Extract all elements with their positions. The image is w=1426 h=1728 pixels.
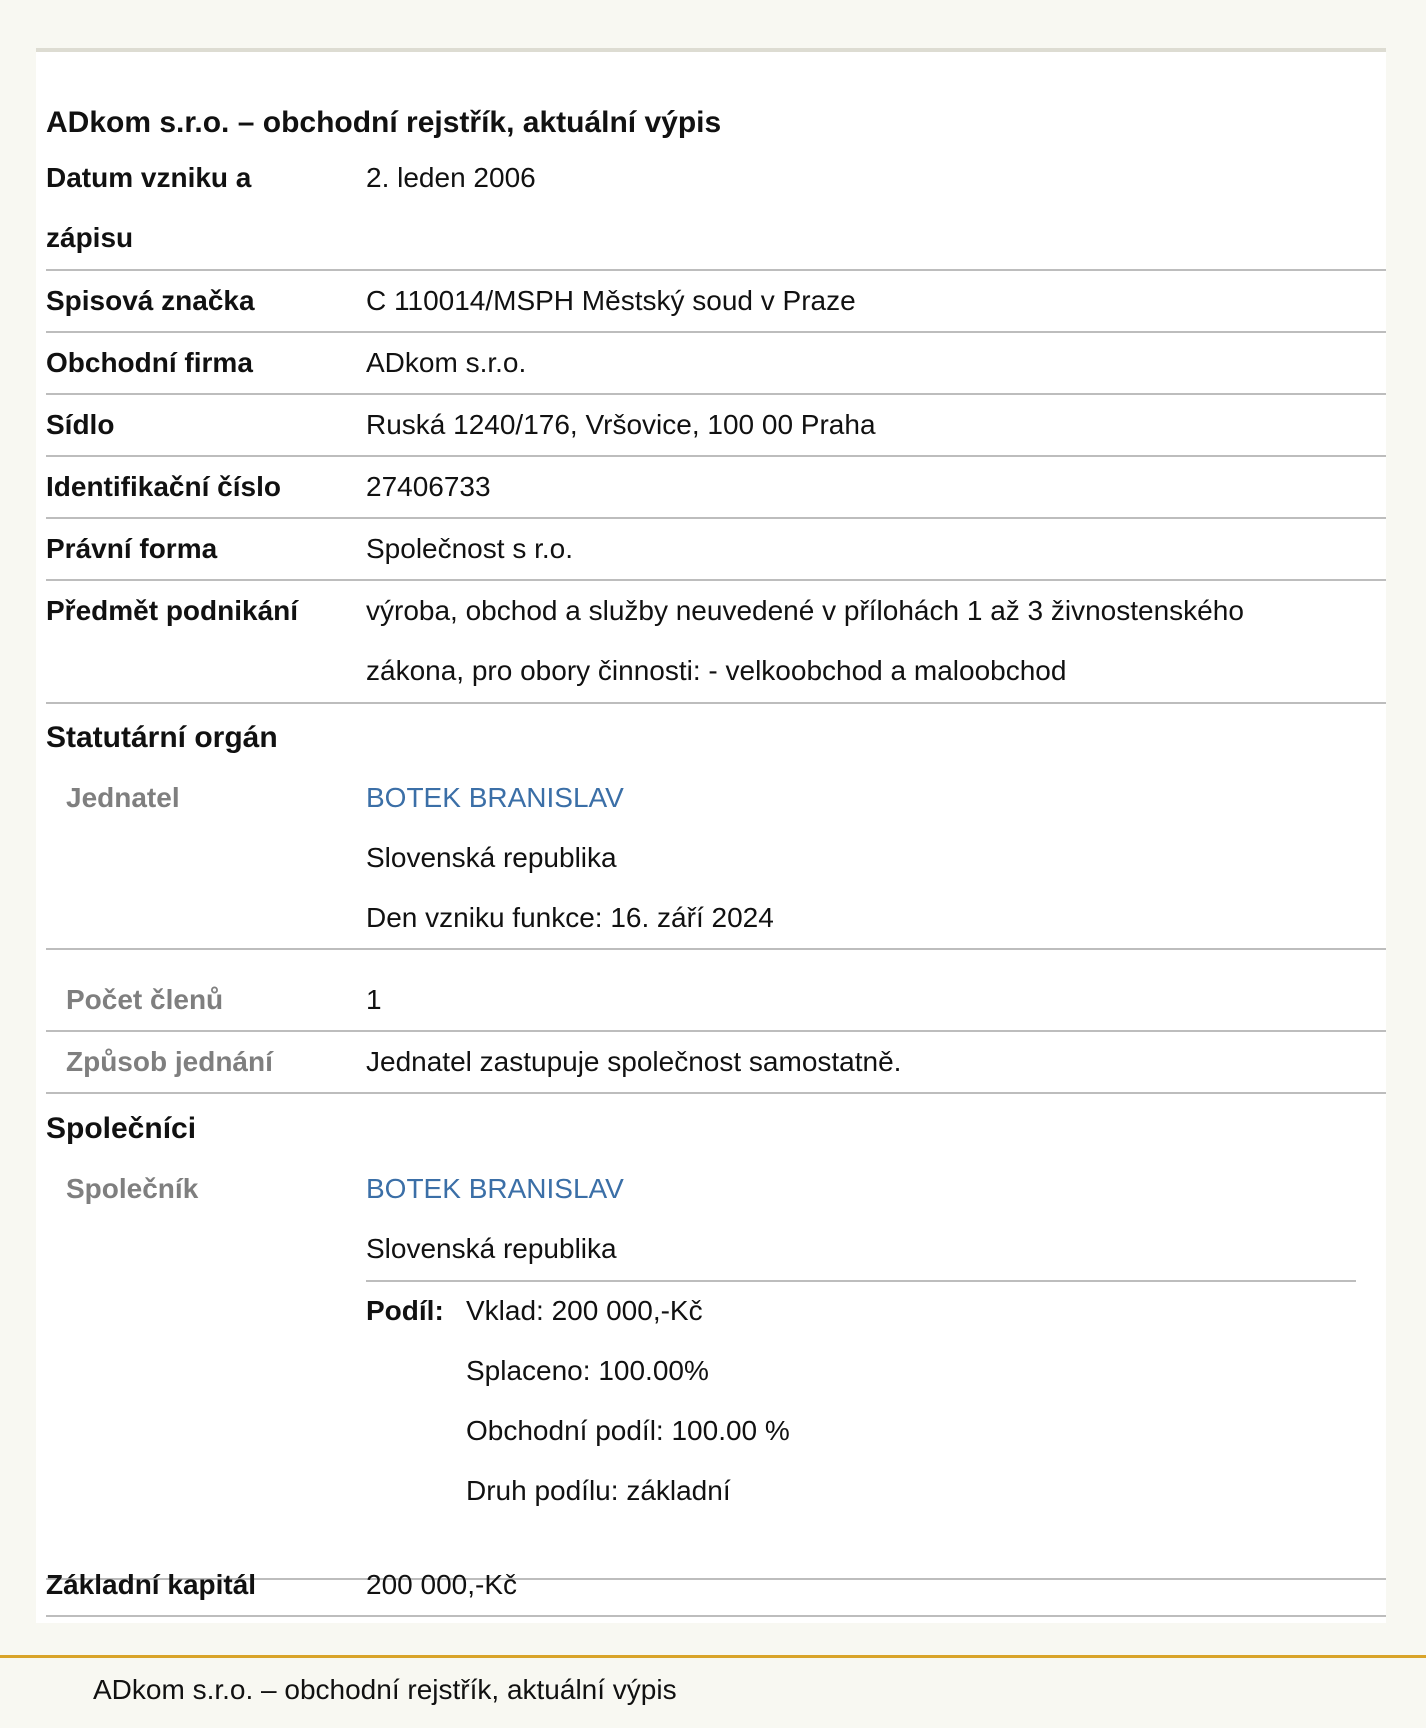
row-value [366, 1159, 1356, 1279]
row-value: C 110014/MSPH Městský soud v Praze [366, 285, 856, 316]
row-label: Spisová značka [46, 285, 255, 316]
spolecnik-country: Slovenská republika [366, 1233, 617, 1264]
row-value: Společnost s r.o. [366, 533, 574, 564]
jednatel-country: Slovenská republika [366, 842, 617, 873]
row-label: Jednatel [66, 782, 180, 813]
row-zpusob-jednani [46, 1032, 1386, 1094]
row-value: výroba, obchod a služby neuvedené v přílohách 1 až 3 živnostenského zákona, pro obory činnosti: - velkoobchod a maloobchod [366, 595, 1244, 686]
row-label: Předmět podnikání [46, 595, 299, 626]
podil-values [466, 1281, 790, 1521]
row-value: Jednatel zastupuje společnost samostatně. [366, 1046, 902, 1077]
jednatel-since: Den vzniku funkce: 16. září 2024 [366, 902, 774, 933]
row-label: Obchodní firma [46, 347, 253, 378]
row-spisova-znacka [46, 271, 1386, 333]
footer [0, 1655, 1426, 1728]
row-label: Právní forma [46, 533, 218, 564]
row-label: Společník [66, 1173, 199, 1204]
podil-vklad: Vklad: 200 000,-Kč [466, 1295, 703, 1326]
footer-text: ADkom s.r.o. – obchodní rejstřík, aktuální výpis [93, 1674, 677, 1705]
row-value: 2. leden 2006 [366, 162, 536, 193]
row-label: Základní kapitál [46, 1569, 257, 1600]
row-pocet-clenu [46, 950, 1386, 1032]
row-label: Způsob jednání [66, 1046, 273, 1077]
row-label: Sídlo [46, 409, 115, 440]
row-spolecnik [46, 1159, 1386, 1580]
row-obchodni-firma [46, 333, 1386, 395]
row-label: Datum vzniku a zápisu [46, 162, 252, 253]
jednatel-name-link[interactable]: BOTEK BRANISLAV [366, 782, 624, 813]
podil-druh: Druh podílu: základní [466, 1475, 731, 1506]
row-value: 1 [366, 984, 382, 1015]
podil-splaceno: Splaceno: 100.00% [466, 1355, 709, 1386]
row-label: Počet členů [66, 984, 224, 1015]
row-predmet-podnikani [46, 581, 1386, 704]
spolecnik-name-link[interactable]: BOTEK BRANISLAV [366, 1173, 624, 1204]
podil-obchodni: Obchodní podíl: 100.00 % [466, 1415, 790, 1446]
row-pravni-forma [46, 519, 1386, 581]
row-value: ADkom s.r.o. [366, 347, 527, 378]
row-jednatel [46, 768, 1386, 950]
row-label: Identifikační číslo [46, 471, 281, 502]
row-zakladni-kapital [46, 1555, 1386, 1617]
row-value [366, 768, 1356, 948]
row-sidlo [46, 395, 1386, 457]
row-value: 200 000,-Kč [366, 1569, 517, 1600]
row-datum-vzniku [46, 148, 1386, 271]
row-value: Ruská 1240/176, Vršovice, 100 00 Praha [366, 409, 876, 440]
row-identifikacni-cislo [46, 457, 1386, 519]
registry-card [36, 48, 1386, 1623]
section-title-spolecnici: Společníci [46, 1112, 197, 1145]
podil-label: Podíl: [366, 1295, 444, 1326]
row-value: 27406733 [366, 471, 491, 502]
page-title: ADkom s.r.o. – obchodní rejstřík, aktuální výpis [46, 106, 722, 139]
section-title-statutarni-organ: Statutární orgán [46, 721, 278, 754]
